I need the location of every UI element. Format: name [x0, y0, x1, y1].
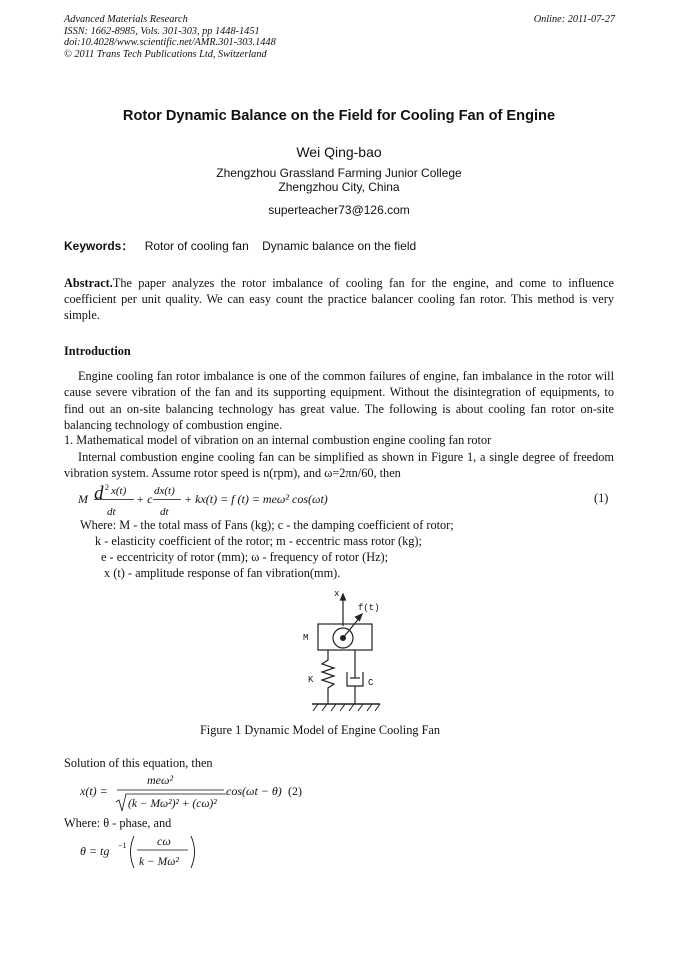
eq1-d: d [94, 483, 104, 504]
eq3-lhs: θ = tg [80, 844, 110, 858]
arrowhead [356, 614, 363, 621]
label-force: f(t) [358, 603, 380, 613]
equation-number: (1) [594, 491, 609, 505]
eq3-numerator: cω [157, 834, 171, 848]
author-email: superteacher73@126.com [268, 203, 410, 217]
eq2-lhs: x(t) = [80, 784, 108, 798]
journal-header [64, 14, 276, 60]
abstract-text: The paper analyzes the rotor imbalance of cooling fan for the engine, and come to influence coefficient per unit quality. We can easy count the practice balancer cooling fan rotor. This method is very simple. [64, 276, 614, 322]
online-date: Online: 2011-07-27 [533, 14, 615, 25]
label-x: x [334, 589, 340, 599]
eq1-num2: dx(t) [154, 485, 175, 497]
eq1-num1: x(t) [111, 485, 127, 497]
eq2-denominator: (k − Mω²)² + (cω)² [128, 798, 217, 810]
equation-1 [78, 482, 618, 518]
intro-paragraph: Engine cooling fan rotor imbalance is one of the common failures of engine, fan imbalance in the rotor will cause severe vibration of the fan and its supporting equipment. Without the disintegration of equipments, to find out an on-site balancing technology has great value. The following is about cooling fan rotor on-site balancing technology of combustion engine. [64, 369, 614, 432]
label-damper: C [368, 678, 374, 688]
abstract [64, 275, 614, 323]
spring [322, 650, 334, 704]
variable-definition: x (t) - amplitude response of fan vibration(mm). [104, 566, 341, 580]
eq3-sup: −1 [118, 841, 127, 850]
journal-doi: doi:10.4028/www.scientific.net/AMR.301-303.1448 [64, 37, 276, 49]
eq2-numerator: meω² [147, 773, 174, 787]
abstract-label: Abstract. [64, 276, 113, 290]
label-mass: M [303, 633, 309, 643]
eq1-rhs: + kx(t) = f (t) = meω² cos(ωt) [184, 492, 328, 506]
solution-intro: Solution of this equation, then [64, 756, 213, 770]
right-paren [191, 836, 195, 868]
variable-definition: Where: M - the total mass of Fans (kg); c - the damping coefficient of rotor; [80, 518, 454, 532]
affiliation [0, 166, 678, 194]
keywords-label: Keywords： [64, 239, 134, 253]
figure-1-dynamic-model [300, 586, 400, 721]
keywords [64, 237, 426, 254]
eq1-den1: dt [107, 506, 116, 518]
journal-name: Advanced Materials Research [64, 14, 188, 25]
journal-issn: ISSN: 1662-8985, Vols. 301-303, pp 1448-1451 [64, 25, 260, 37]
intro-paragraph: Internal combustion engine cooling fan can be simplified as shown in Figure 1, a single degree of freedom vibration system. Assume rotor speed is n(rpm), and ω=2πn/60, then [64, 450, 614, 481]
journal-copyright: © 2011 Trans Tech Publications Ltd, Switzerland [64, 48, 267, 60]
variable-definition: e - eccentricity of rotor (mm); ω - frequency of rotor (Hz); [101, 550, 389, 564]
paper-title: Rotor Dynamic Balance on the Field for Cooling Fan of Engine [122, 108, 556, 124]
variable-definition: k - elasticity coefficient of the rotor; m - eccentric mass rotor (kg); [95, 534, 422, 548]
section-heading: Introduction [64, 344, 131, 358]
affiliation-line: Zhengzhou Grassland Farming Junior College [216, 166, 462, 180]
eq1-plus-c: + c [136, 492, 153, 506]
force-arrow [343, 617, 360, 638]
where-phase: Where: θ - phase, and [64, 816, 172, 830]
eq3-denominator: k − Mω² [139, 856, 179, 868]
subsection-heading: 1. Mathematical model of vibration on an internal combustion engine cooling fan rotor [64, 433, 492, 447]
equation-number: (2) [288, 784, 302, 798]
keyword: Dynamic balance on the field [262, 239, 417, 253]
figure-caption: Figure 1 Dynamic Model of Engine Cooling Fan [199, 723, 441, 737]
ground-hatch [313, 704, 380, 711]
equation-2 [80, 770, 380, 814]
left-paren [131, 836, 135, 868]
keyword: Rotor of cooling fan [144, 239, 249, 253]
equation-3 [80, 830, 240, 874]
eq1-sq: 2 [105, 483, 109, 492]
eq1-M: M [78, 492, 88, 506]
arrowhead [341, 594, 346, 600]
rotor-center [341, 636, 346, 641]
author-name: Wei Qing-bao [296, 144, 382, 160]
label-spring: K [308, 675, 314, 685]
eq1-den2: dt [160, 506, 169, 518]
affiliation-line: Zhengzhou City, China [278, 180, 400, 194]
eq2-tail: cos(ωt − θ) [226, 784, 282, 798]
